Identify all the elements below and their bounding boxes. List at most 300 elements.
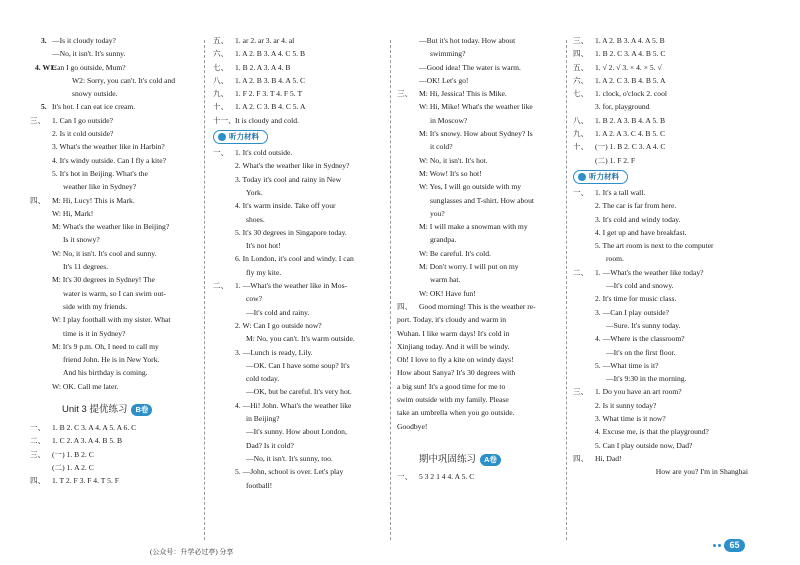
item-number: 4. W1: xyxy=(35,62,57,72)
answer-line xyxy=(213,279,383,292)
item-number: 九、 xyxy=(213,89,229,99)
answer-line xyxy=(573,319,748,332)
answer-line xyxy=(213,100,383,113)
answer-line xyxy=(573,127,748,140)
answer-line xyxy=(30,300,195,313)
answer-text: you? xyxy=(430,208,445,218)
item-number: 七、 xyxy=(213,62,229,72)
page-number-badge xyxy=(712,537,746,553)
item-number: 九、 xyxy=(573,129,589,139)
answer-text: 3. What's the weather like in Harbin? xyxy=(52,142,165,152)
answer-text: Goodbye! xyxy=(397,421,428,431)
answer-text: M: No, you can't. It's warm outside. xyxy=(246,334,355,344)
answer-text: W: Hi, Mark! xyxy=(52,208,94,218)
answer-text: 4. It's warm inside. Take off your xyxy=(235,201,336,211)
answer-line xyxy=(30,34,195,47)
answer-line xyxy=(397,140,557,153)
answer-text: Dad? Is it cold? xyxy=(246,440,294,450)
item-number: 五、 xyxy=(213,36,229,45)
answer-line xyxy=(213,146,383,159)
item-number: 二、 xyxy=(30,436,46,446)
page-number: 65 xyxy=(724,539,744,552)
item-number: 四、 xyxy=(573,453,589,463)
answer-line xyxy=(573,199,748,212)
answer-text: 4. I get up and have breakfast. xyxy=(595,227,687,237)
item-number: 三、 xyxy=(30,449,46,459)
item-number: 二、 xyxy=(573,267,589,277)
answer-line xyxy=(213,213,383,226)
answer-line xyxy=(213,61,383,74)
answer-line xyxy=(30,154,195,167)
answer-text: 5. —John, school is over. Let's play xyxy=(235,467,344,477)
answer-text: 1. B 2. C 3. A 4. A 5. A 6. C xyxy=(52,423,137,433)
answer-text: —Good idea! The water is warm. xyxy=(419,62,521,72)
answer-line xyxy=(213,186,383,199)
answer-text: W: OK! Have fun! xyxy=(419,288,476,298)
answer-line xyxy=(213,306,383,319)
answer-text: Wuhan. I like warm days! It's cold in xyxy=(397,328,510,338)
listening-material-label: 听力材料 xyxy=(229,132,259,142)
answer-text: swim outside with my family. Please xyxy=(397,395,509,405)
answer-text: Oh! I love to fly a kite on windy days! xyxy=(397,355,514,365)
answer-text: W: No, it isn't. It's hot. xyxy=(419,155,488,165)
answer-line xyxy=(397,406,557,419)
answer-line xyxy=(573,292,748,305)
answer-line xyxy=(30,380,195,393)
answer-line xyxy=(573,439,748,452)
answer-line xyxy=(213,114,383,127)
item-number: 一、 xyxy=(213,148,229,158)
answer-text: 1. A 2. B 3. A 4. A 5. B xyxy=(595,36,665,45)
answer-line xyxy=(573,332,748,345)
answer-line xyxy=(213,87,383,100)
answer-line xyxy=(397,194,557,207)
answer-text: Can I go outside, Mum? xyxy=(52,62,126,72)
answer-text: It is cloudy and cold. xyxy=(235,115,299,125)
answer-text: a big sun! It's a good time for me to xyxy=(397,381,506,391)
item-number: 八、 xyxy=(213,75,229,85)
answer-text: 2. W: Can I go outside now? xyxy=(235,320,322,330)
volume-tag xyxy=(131,404,152,416)
answer-line xyxy=(573,74,748,87)
letter-continued-line: How are you? I'm in Shanghai xyxy=(655,467,748,477)
answer-line xyxy=(397,313,557,326)
answer-line xyxy=(397,366,557,379)
answer-text: port. Today, it's cloudy and warm in xyxy=(397,315,507,325)
answer-text: —Sure. It's sunny today. xyxy=(606,320,681,330)
answer-line xyxy=(397,154,557,167)
item-number: 五、 xyxy=(573,62,589,72)
item-number: 四、 xyxy=(573,49,589,59)
answer-line xyxy=(397,393,557,406)
answer-text: (二) 1. A 2. C xyxy=(52,462,94,472)
answer-line xyxy=(213,425,383,438)
item-number: 六、 xyxy=(213,49,229,59)
answer-text: 3. What time is it now? xyxy=(595,414,666,424)
answer-text: 1. C 2. A 3. A 4. B 5. B xyxy=(52,436,123,446)
answer-text: W: Be careful. It's cold. xyxy=(419,248,491,258)
item-number: 三、 xyxy=(573,36,589,45)
answer-text: 1. ar 2. ar 3. ar 4. al xyxy=(235,36,295,45)
answer-text: 5. The art room is next to the computer xyxy=(595,241,714,251)
column-divider xyxy=(566,40,567,540)
answer-text: 1. It's cold outside. xyxy=(235,148,293,158)
answer-text: (一) 1. B 2. C 3. A 4. C xyxy=(595,142,666,152)
answer-text: —It's cold and snowy. xyxy=(606,281,674,291)
answer-text: —OK, but be careful. It's very hot. xyxy=(246,387,352,397)
item-number: 5. xyxy=(41,102,47,112)
answer-text: 5. Can I play outside now, Dad? xyxy=(595,440,693,450)
answer-text: it cold? xyxy=(430,142,453,152)
answer-line xyxy=(397,207,557,220)
answer-line xyxy=(573,140,748,153)
answer-line xyxy=(573,346,748,359)
answer-line xyxy=(397,61,557,74)
answer-text: grandpa. xyxy=(430,235,457,245)
answer-line xyxy=(213,34,383,47)
answer-line xyxy=(213,346,383,359)
answer-text: 4. It's windy outside. Can I fly a kite? xyxy=(52,155,166,165)
column-divider xyxy=(204,40,205,540)
answer-text: Hi, Dad! xyxy=(595,453,622,463)
headphones-icon xyxy=(578,173,586,181)
answer-block-4b xyxy=(573,186,748,465)
answer-line xyxy=(573,100,748,113)
answer-line xyxy=(213,239,383,252)
answer-line xyxy=(213,199,383,212)
answer-line xyxy=(397,287,557,300)
decorative-dots xyxy=(713,544,721,547)
answer-line xyxy=(30,434,195,447)
answer-line xyxy=(30,100,195,113)
answer-block-1 xyxy=(30,34,195,393)
answer-line xyxy=(397,220,557,233)
answer-line xyxy=(30,220,195,233)
answer-text: 2. The car is far from here. xyxy=(595,201,677,211)
item-number: 四、 xyxy=(30,195,46,205)
answer-text: —No, it isn't. It's sunny, too. xyxy=(246,453,333,463)
answer-line xyxy=(30,421,195,434)
answer-text: W: I play football with my sister. What xyxy=(52,315,171,325)
answer-text: friend John. He is in New York. xyxy=(63,355,160,365)
answer-line xyxy=(573,252,748,265)
answer-line xyxy=(573,425,748,438)
answer-text: Xinjiang today. And it will be windy. xyxy=(397,341,510,351)
answer-text: M: Hi, Jessica! This is Mike. xyxy=(419,89,507,99)
item-number: 十一、 xyxy=(213,115,236,125)
item-number: 十、 xyxy=(573,142,589,152)
column-divider xyxy=(390,40,391,540)
answer-line xyxy=(573,399,748,412)
answer-line xyxy=(30,327,195,340)
answer-text: shoes. xyxy=(246,214,265,224)
answer-line xyxy=(397,340,557,353)
answer-line xyxy=(30,207,195,220)
answer-text: M: It's snowy. How about Sydney? Is xyxy=(419,129,533,139)
answer-line xyxy=(30,61,195,74)
answer-line xyxy=(30,448,195,461)
answer-line xyxy=(397,74,557,87)
answer-text: —It's cold and rainy. xyxy=(246,307,310,317)
answer-line xyxy=(397,34,557,47)
answer-line xyxy=(397,47,557,60)
answer-line xyxy=(30,47,195,60)
answer-text: (一) 1. B 2. C xyxy=(52,449,94,459)
answer-text: snowy outside. xyxy=(72,89,118,99)
answer-line xyxy=(213,74,383,87)
answer-line xyxy=(213,385,383,398)
answer-line xyxy=(30,366,195,379)
answer-line xyxy=(573,385,748,398)
item-number: 四、 xyxy=(30,476,46,486)
answer-text: —It's 9:30 in the morning. xyxy=(606,374,687,384)
volume-tag-label: B卷 xyxy=(135,405,149,415)
answer-text: 1. Do you have an art room? xyxy=(595,387,682,397)
answer-line xyxy=(397,327,557,340)
answer-line xyxy=(30,474,195,487)
unit-3-title xyxy=(62,403,195,417)
answer-line xyxy=(573,372,748,385)
answer-block-2b xyxy=(213,146,383,492)
answer-block-4 xyxy=(573,34,748,167)
answer-line xyxy=(30,233,195,246)
answer-text: 3. Today it's cool and rainy in New xyxy=(235,174,342,184)
headphones-icon xyxy=(218,133,226,141)
answer-text: 5. It's hot in Beijing. What's the xyxy=(52,168,148,178)
answer-line xyxy=(397,100,557,113)
answer-text: 1. clock, o'clock 2. cool xyxy=(595,89,668,99)
answer-text: cow? xyxy=(246,294,263,304)
answer-line xyxy=(213,159,383,172)
answer-line xyxy=(397,167,557,180)
answer-line xyxy=(573,266,748,279)
answer-block-3b xyxy=(397,470,557,483)
item-number: 四、 xyxy=(397,301,413,311)
item-number: 六、 xyxy=(573,75,589,85)
answer-text: 2. Is it cold outside? xyxy=(52,129,114,139)
answer-line xyxy=(573,186,748,199)
answer-text: (二) 1. F 2. F xyxy=(595,155,636,165)
listening-material-header xyxy=(213,130,268,144)
answer-text: 3. —Lunch is ready, Lily. xyxy=(235,347,313,357)
column-4 xyxy=(573,34,748,479)
answer-line xyxy=(397,300,557,313)
listening-material-header xyxy=(573,170,628,184)
answer-text: water is warm, so I can swim out- xyxy=(63,288,166,298)
answer-line xyxy=(397,114,557,127)
answer-line xyxy=(397,260,557,273)
answer-text: 1. B 2. A 3. B 4. A 5. B xyxy=(595,115,666,125)
answer-text: —OK! Let's go! xyxy=(419,75,469,85)
answer-text: M: Don't worry. I will put on my xyxy=(419,262,519,272)
answer-line xyxy=(213,439,383,452)
answer-text: 4. —Hi! John. What's the weather like xyxy=(235,400,352,410)
item-number: 一、 xyxy=(397,471,413,481)
answer-text: side with my friends. xyxy=(63,301,128,311)
answer-text: M: It's 30 degrees in Sydney! The xyxy=(52,275,155,285)
answer-text: 3. It's cold and windy today. xyxy=(595,214,681,224)
answer-line xyxy=(30,340,195,353)
answer-line xyxy=(30,313,195,326)
answer-line xyxy=(30,180,195,193)
answer-text: cold today. xyxy=(246,374,280,384)
answer-line xyxy=(397,353,557,366)
answer-text: football! xyxy=(246,480,273,490)
answer-text: room. xyxy=(606,254,624,264)
answer-line xyxy=(213,372,383,385)
answer-text: 1. B 2. C 3. A 4. B 5. C xyxy=(595,49,666,59)
item-number: 三、 xyxy=(397,89,413,99)
answer-line xyxy=(30,194,195,207)
answer-line xyxy=(213,319,383,332)
answer-text: in Moscow? xyxy=(430,115,468,125)
item-number: 十、 xyxy=(213,102,229,112)
answer-text: —No, it isn't. It's sunny. xyxy=(52,49,126,59)
answer-line xyxy=(213,226,383,239)
answer-text: M: It's 9 p.m. Oh, I need to call my xyxy=(52,341,159,351)
answer-line xyxy=(573,114,748,127)
answer-line xyxy=(213,465,383,478)
answer-line xyxy=(213,412,383,425)
answer-text: 2. Is it sunny today? xyxy=(595,400,657,410)
answer-text: take an umbrella when you go outside. xyxy=(397,408,515,418)
answer-line xyxy=(397,247,557,260)
answer-line xyxy=(573,359,748,372)
answer-text: W: No, it isn't. It's cool and sunny. xyxy=(52,248,157,258)
answer-text: It's hot. I can eat ice cream. xyxy=(52,102,136,112)
answer-line xyxy=(213,266,383,279)
answer-text: Good morning! This is the weather re- xyxy=(419,301,536,311)
answer-text: 3. for, playground xyxy=(595,102,650,112)
answer-block-3 xyxy=(397,34,557,433)
answer-line xyxy=(573,279,748,292)
answer-text: W: Hi, Mike! What's the weather like xyxy=(419,102,533,112)
answer-line xyxy=(397,273,557,286)
answer-text: W: Yes, I will go outside with my xyxy=(419,182,522,192)
answer-text: W2: Sorry, you can't. It's cold and xyxy=(72,75,176,85)
answer-text: 1. √ 2. √ 3. × 4. × 5. √ xyxy=(595,62,662,72)
answer-text: 5. It's 30 degrees in Singapore today. xyxy=(235,227,347,237)
answer-line xyxy=(573,47,748,60)
answer-line xyxy=(30,247,195,260)
answer-text: 1. Can I go outside? xyxy=(52,115,113,125)
answer-line xyxy=(30,114,195,127)
unit-title-text: Unit 3 提优练习 xyxy=(62,404,128,416)
answer-line xyxy=(30,461,195,474)
answer-text: And his birthday is coming. xyxy=(63,368,148,378)
answer-text: 1. A 2. C 3. B 4. B 5. A xyxy=(595,75,666,85)
answer-text: M: Hi, Lucy! This is Mark. xyxy=(52,195,135,205)
column-1 xyxy=(30,34,195,488)
answer-text: swimming? xyxy=(430,49,466,59)
answer-line xyxy=(30,273,195,286)
answer-line xyxy=(213,479,383,492)
answer-line xyxy=(397,420,557,433)
answer-line xyxy=(213,252,383,265)
answer-text: 3. —Can I play outside? xyxy=(595,307,670,317)
item-number: 二、 xyxy=(213,281,229,291)
answer-text: 5 3 2 1 4 4. A 5. C xyxy=(419,471,475,481)
midterm-title-text: 期中巩固练习 xyxy=(419,453,477,465)
answer-line xyxy=(213,399,383,412)
answer-line xyxy=(397,127,557,140)
answer-line xyxy=(213,452,383,465)
answer-text: 4. —Where is the classroom? xyxy=(595,334,685,344)
answer-text: Is it snowy? xyxy=(63,235,100,245)
answer-line xyxy=(30,353,195,366)
answer-text: 1. T 2. F 3. F 4. T 5. F xyxy=(52,476,119,486)
column-3 xyxy=(397,34,557,483)
answer-text: 1. A 2. C 3. B 4. C 5. A xyxy=(235,102,306,112)
answer-line xyxy=(397,87,557,100)
answer-line xyxy=(573,412,748,425)
answer-text: 1. A 2. A 3. C 4. B 5. C xyxy=(595,129,666,139)
item-number: 三、 xyxy=(573,387,589,397)
answer-line xyxy=(213,47,383,60)
answer-text: 1. B 2. A 3. A 4. B xyxy=(235,62,291,72)
answer-line xyxy=(573,306,748,319)
answer-text: —But it's hot today. How about xyxy=(419,36,516,45)
answer-line xyxy=(573,213,748,226)
answer-line xyxy=(573,87,748,100)
answer-text: York. xyxy=(246,187,263,197)
answer-line xyxy=(30,260,195,273)
answer-text: warm hat. xyxy=(430,275,461,285)
answer-text: M: What's the weather like in Beijing? xyxy=(52,222,170,232)
answer-text: —Is it cloudy today? xyxy=(52,36,116,45)
item-number: 3. xyxy=(41,36,47,45)
answer-text: in Beijing? xyxy=(246,414,280,424)
answer-line xyxy=(213,359,383,372)
answer-text: 1. F 2. F 3. T 4. F 5. T xyxy=(235,89,303,99)
answer-line xyxy=(397,233,557,246)
answer-block-1b xyxy=(30,421,195,487)
answer-line xyxy=(573,226,748,239)
answer-text: How about Sanya? It's 30 degrees with xyxy=(397,368,516,378)
answer-text: fly my kite. xyxy=(246,267,282,277)
answer-line xyxy=(30,287,195,300)
answer-text: 1. —What's the weather like in Mos- xyxy=(235,281,348,291)
footer-credit: (公众号：升学必过亭) 分享 xyxy=(150,548,234,556)
answer-line xyxy=(397,470,557,483)
answer-line xyxy=(213,292,383,305)
volume-tag xyxy=(480,454,501,466)
answer-line xyxy=(397,180,557,193)
answer-text: 1. It's a tall wall. xyxy=(595,187,646,197)
answer-line xyxy=(30,140,195,153)
answer-line xyxy=(30,127,195,140)
answer-text: 5. —What time is it? xyxy=(595,360,659,370)
answer-line xyxy=(30,167,195,180)
answer-text: It's 11 degrees. xyxy=(63,262,109,272)
answer-text: —It's sunny. How about London, xyxy=(246,427,347,437)
answer-text: 1. A 2. B 3. A 4. C 5. B xyxy=(235,49,306,59)
answer-block-2 xyxy=(213,34,383,127)
answer-line xyxy=(573,154,748,167)
answer-text: 6. In London, it's cool and windy. I can xyxy=(235,254,354,264)
column-2 xyxy=(213,34,383,492)
answer-text: M: I will make a snowman with my xyxy=(419,222,528,232)
answer-text: 1. A 2. B 3. B 4. A 5. C xyxy=(235,75,306,85)
answer-line xyxy=(573,34,748,47)
answer-text: 1. —What's the weather like today? xyxy=(595,267,704,277)
answer-line xyxy=(573,452,748,465)
answer-text: —It's on the first floor. xyxy=(606,347,676,357)
answer-line xyxy=(213,173,383,186)
listening-material-label: 听力材料 xyxy=(589,171,619,181)
answer-text: weather like in Sydney? xyxy=(63,182,137,192)
answer-text: M: Wow! It's so hot! xyxy=(419,168,482,178)
